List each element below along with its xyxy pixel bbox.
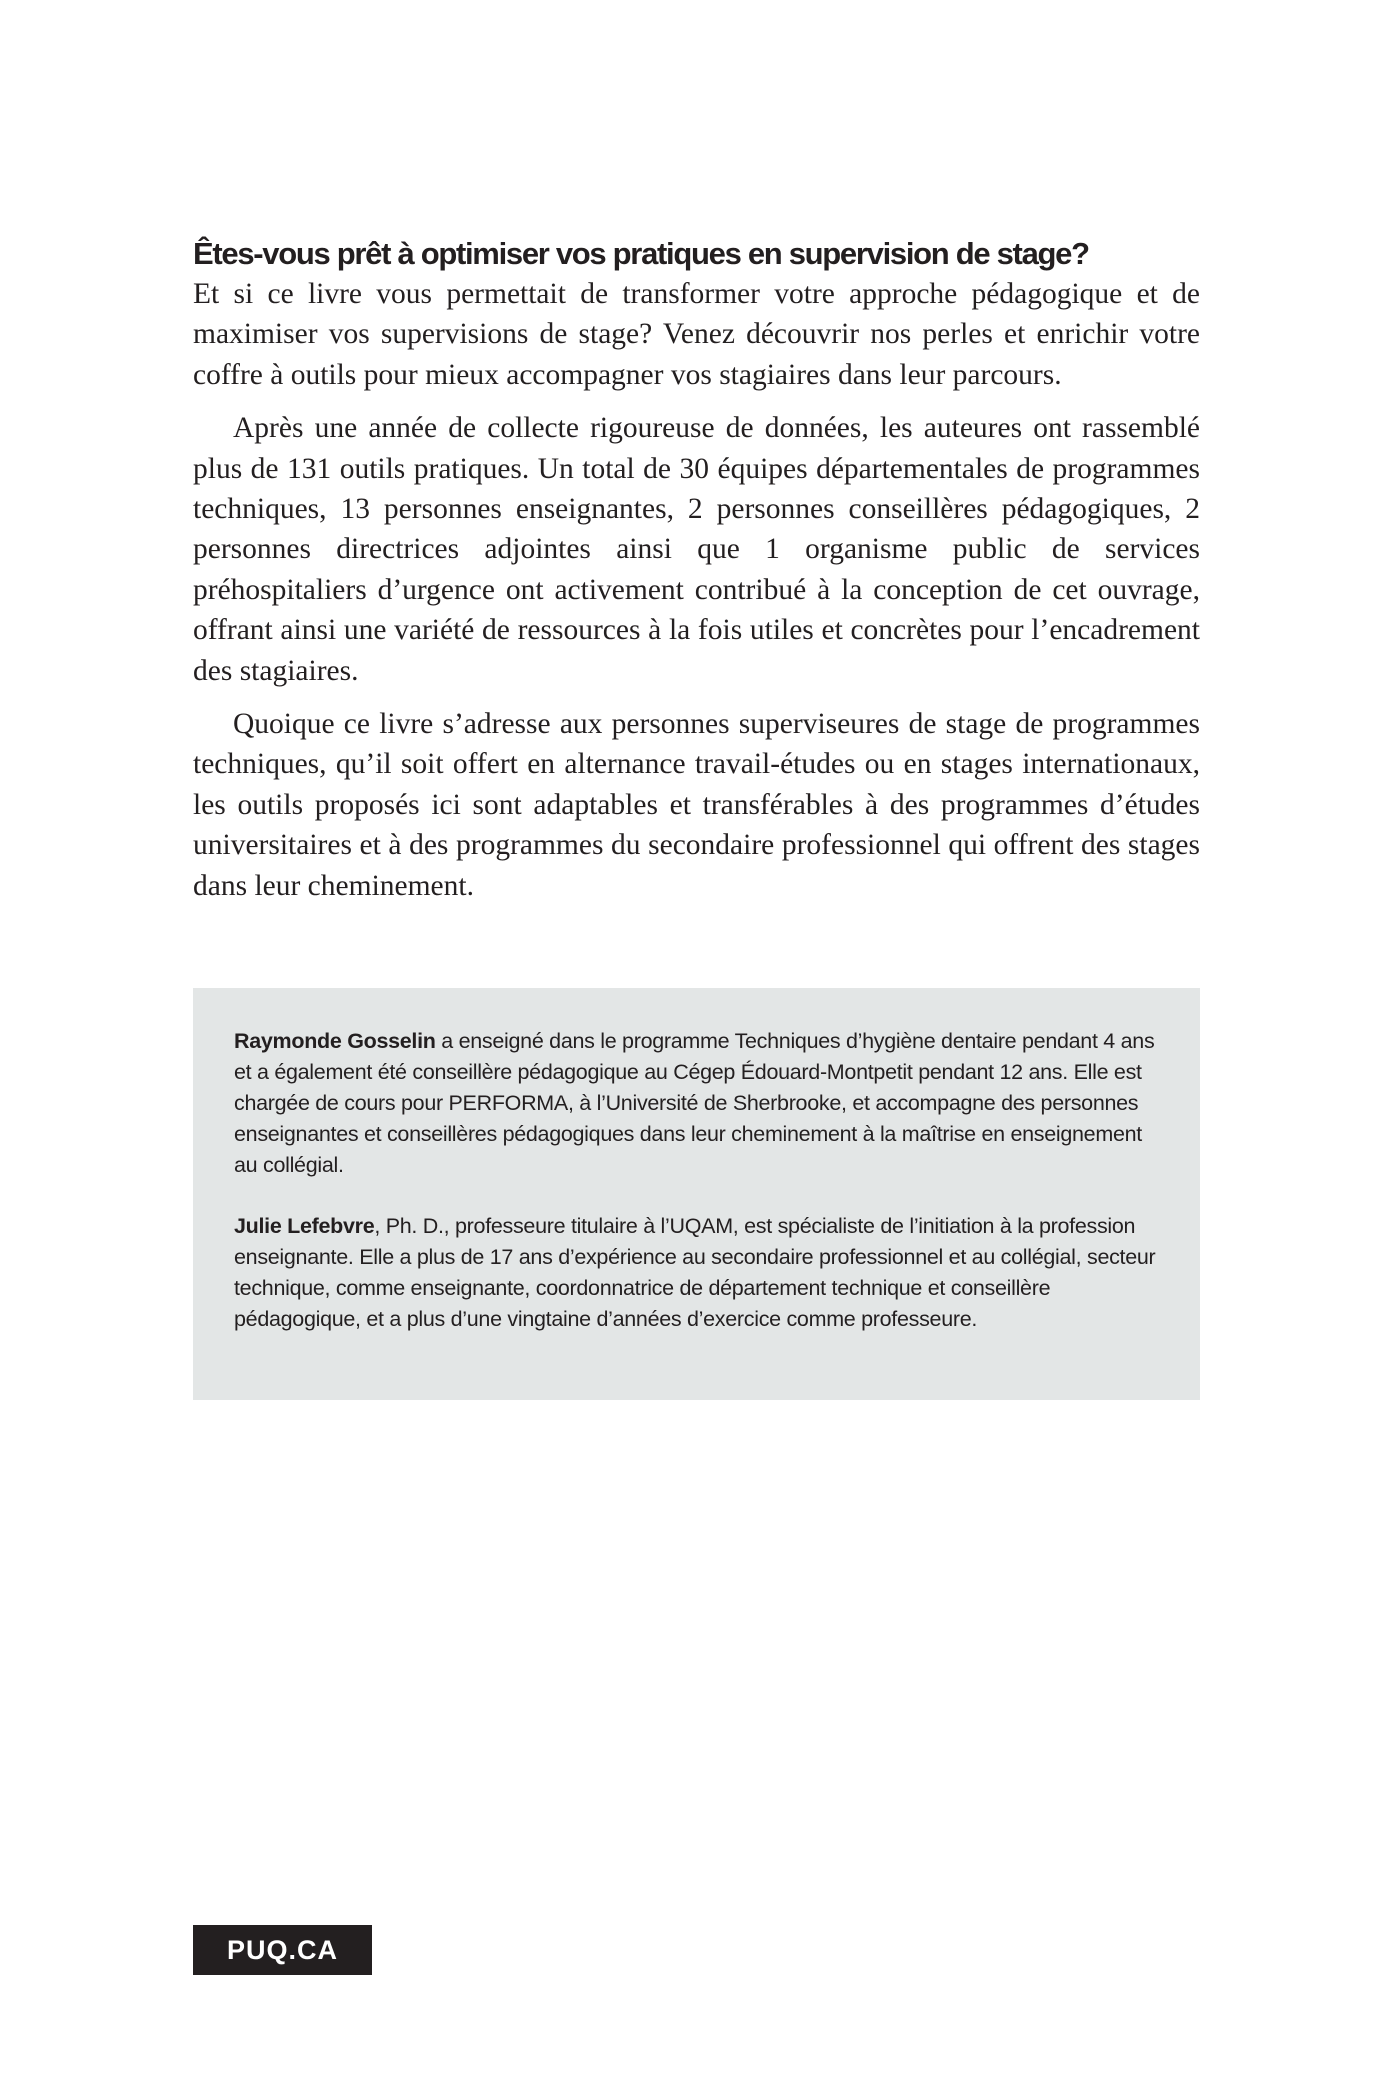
author-bio: [234, 1026, 1159, 1181]
intro-paragraph: Et si ce livre vous permettait de transformer votre approche pédagogique et de maximiser vos supervisions de stage? Venez découvrir nos perles et enrichir votre coffre à outils pour mieux accompagner vos stagiaires dans leur parcours.: [193, 278, 1200, 391]
author-name: Julie Lefebvre: [234, 1214, 375, 1238]
page-title: Êtes-vous prêt à optimiser vos pratiques en supervision de stage?: [193, 236, 1089, 271]
back-cover-text: [193, 234, 1200, 919]
body-paragraph: Après une année de collecte rigoureuse de données, les auteures ont rassemblé plus de 131 outils pratiques. Un total de 30 équipes départementales de programmes techniques, 13 personnes enseignantes, 2 personnes conseillères pédagogiques, 2 personnes directrices adjointes ainsi que 1 organisme public de services préhospitaliers d’urgence ont activement contribué à la conception de cet ouvrage, offrant ainsi une variété de ressources à la fois utiles et concrètes pour l’encadrement des stagiaires.: [193, 412, 1200, 687]
author-bio: [234, 1211, 1159, 1335]
author-bio-text: a enseigné dans le programme Techniques d’hygiène dentaire pendant 4 ans et a également été conseillère pédagogique au Cégep Édouard-Montpetit pendant 12 ans. Elle est chargée de cours pour PERFORMA, à l’Université de Sherbrooke, et accompagne des personnes enseignantes et conseillères pédagogiques dans leur cheminement à la maîtrise en enseignement au collégial.: [234, 1029, 1155, 1177]
author-bios-box: [193, 988, 1200, 1400]
author-bio-text: , Ph. D., professeure titulaire à l’UQAM, est spécialiste de l’initiation à la profession enseignante. Elle a plus de 17 ans d’expérience au secondaire professionnel et au collégial, secteur technique, comme enseignante, coordonnatrice de département technique et conseillère pédagogique, et a plus d’une vingtaine d’années d’exercice comme professeure.: [234, 1214, 1156, 1331]
body-paragraph: Quoique ce livre s’adresse aux personnes superviseures de stage de programmes techniques, qu’il soit offert en alternance travail-études ou en stages internationaux, les outils proposés ici sont adaptables et transférables à des programmes d’études universitaires et à des programmes du secondaire professionnel qui offrent des stages dans leur cheminement.: [193, 708, 1200, 902]
author-name: Raymonde Gosselin: [234, 1029, 436, 1053]
publisher-link[interactable]: PUQ.CA: [193, 1925, 372, 1975]
